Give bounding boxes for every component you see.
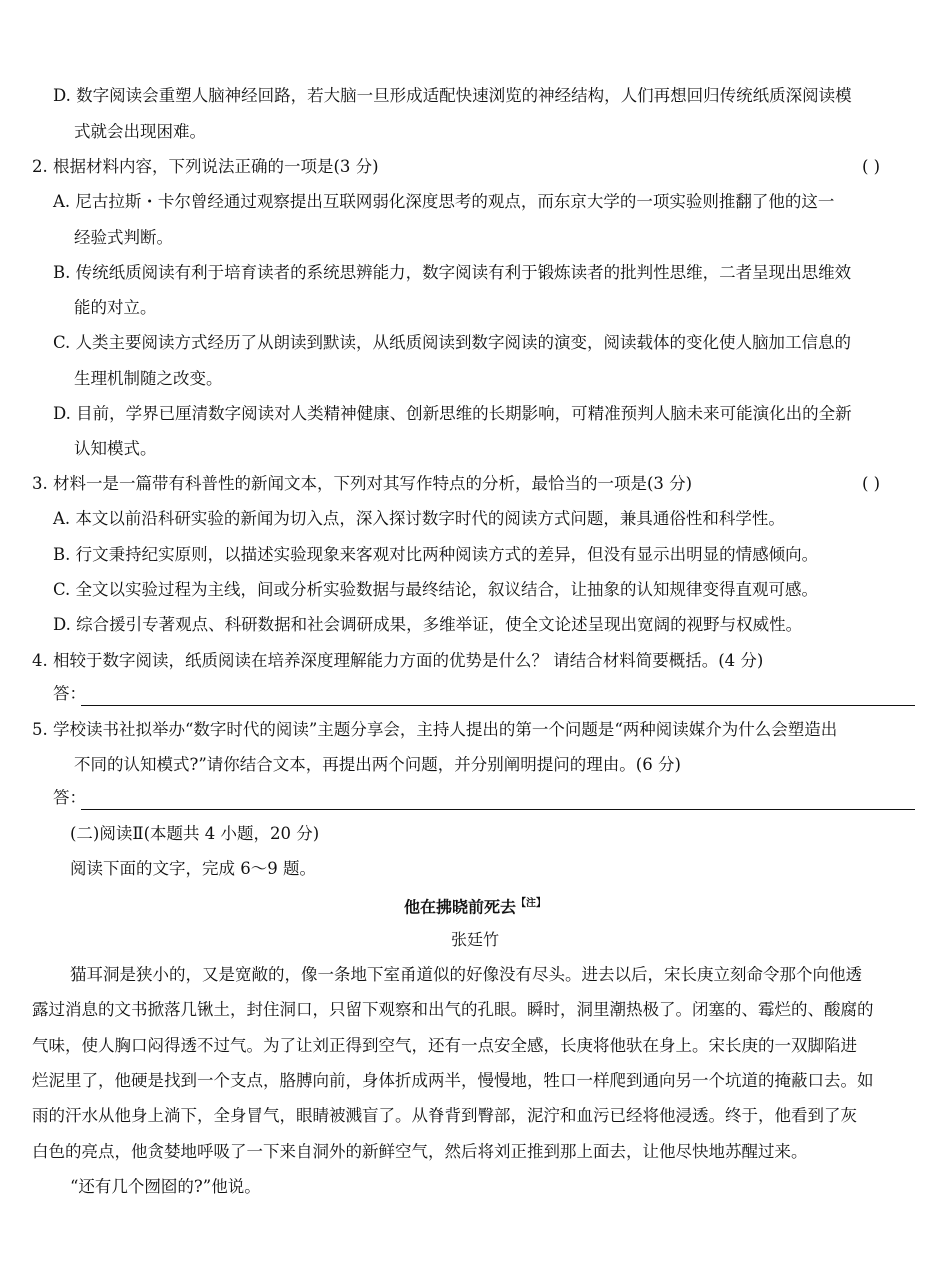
q4-answer-rule <box>81 705 915 706</box>
q3-option-d: D. 综合援引专著观点、科研数据和社会调研成果，多维举证，使全文论述呈现出宽阔的视野与权威性。 <box>53 615 803 634</box>
q3-answer-paren[interactable]: ( ) <box>862 474 881 493</box>
q2-option-b-line1: B. 传统纸质阅读有利于培育读者的系统思辨能力，数字阅读有利于锻炼读者的批判性思维，二者呈现出思维效 <box>53 263 852 282</box>
q2-option-c-line1: C. 人类主要阅读方式经历了从朗读到默读，从纸质阅读到数字阅读的演变，阅读载体的变化使人脑加工信息的 <box>53 333 852 352</box>
q3-option-c: C. 全文以实验过程为主线，间或分析实验数据与最终结论，叙议结合，让抽象的认知规律变得直观可感。 <box>53 580 819 599</box>
story-title <box>0 893 950 918</box>
story-paragraph-line: 雨的汗水从他身上淌下，全身冒气，眼睛被溅盲了。从脊背到臀部，泥泞和血污已经将他浸透。终于，他看到了灰 <box>32 1106 857 1125</box>
story-paragraph-line: 露过消息的文书掀落几锹土，封住洞口，只留下观察和出气的孔眼。瞬时，洞里潮热极了。闭塞的、霉烂的、酸腐的 <box>32 1000 874 1019</box>
story-paragraph-line: 烂泥里了，他硬是找到一个支点，胳膊向前，身体折成两半，慢慢地，牲口一样爬到通向另一个坑道的掩蔽口去。如 <box>32 1071 874 1090</box>
q2-option-d-line1: D. 目前，学界已厘清数字阅读对人类精神健康、创新思维的长期影响，可精准预判人脑未来可能演化出的全新 <box>53 404 852 423</box>
q2-option-a-line2: 经验式判断。 <box>74 228 173 247</box>
q1-option-d-line2: 式就会出现困难。 <box>74 122 206 141</box>
q2-option-b-line2: 能的对立。 <box>74 298 157 317</box>
q3-option-a: A. 本文以前沿科研实验的新闻为切入点，深入探讨数字时代的阅读方式问题，兼具通俗性和科学性。 <box>53 509 785 528</box>
story-paragraph-line: 猫耳洞是狭小的，又是宽敞的，像一条地下室甬道似的好像没有尽头。进去以后，宋长庚立刻命令那个向他透 <box>70 965 862 984</box>
q4-stem: 4. 相较于数字阅读，纸质阅读在培养深度理解能力方面的优势是什么？ 请结合材料简要概括。(4 分) <box>32 651 764 670</box>
q2-option-a-line1: A. 尼古拉斯・卡尔曾经通过观察提出互联网弱化深度思考的观点，而东京大学的一项实验则推翻了他的这一 <box>53 192 835 211</box>
q4-answer-line[interactable] <box>53 684 915 706</box>
section2-instruction: 阅读下面的文字，完成 6～9 题。 <box>70 859 316 878</box>
q5-answer-rule <box>81 809 915 810</box>
story-paragraph-line: 白色的亮点，他贪婪地呼吸了一下来自洞外的新鲜空气，然后将刘正推到那上面去，让他尽快地苏醒过来。 <box>32 1142 808 1161</box>
q4-answer-label: 答： <box>53 684 86 703</box>
q5-stem-line2: 不同的认知模式?”请你结合文本，再提出两个问题，并分别阐明提问的理由。(6 分) <box>74 755 681 774</box>
q3-option-b: B. 行文秉持纪实原则，以描述实验现象来客观对比两种阅读方式的差异，但没有显示出明显的情感倾向。 <box>53 545 819 564</box>
q2-stem: 2. 根据材料内容，下列说法正确的一项是(3 分) <box>32 157 379 176</box>
q5-stem-line1: 5. 学校读书社拟举办“数字时代的阅读”主题分享会，主持人提出的第一个问题是“两种阅读媒介为什么会塑造出 <box>32 720 838 739</box>
story-dialogue-line: “还有几个囫囵的?”他说。 <box>70 1177 261 1196</box>
story-title-note-mark: 【注】 <box>516 898 546 909</box>
q5-answer-line[interactable] <box>53 788 915 810</box>
q5-answer-label: 答： <box>53 788 86 807</box>
q2-option-d-line2: 认知模式。 <box>74 439 157 458</box>
story-author: 张廷竹 <box>450 930 499 949</box>
q2-answer-paren[interactable]: ( ) <box>862 157 881 176</box>
story-paragraph-line: 气味，使人胸口闷得透不过气。为了让刘正得到空气，还有一点安全感，长庚将他驮在身上。宋长庚的一双脚陷进 <box>32 1036 857 1055</box>
section2-heading: (二)阅读Ⅱ(本题共 4 小题，20 分) <box>70 824 320 843</box>
q2-option-c-line2: 生理机制随之改变。 <box>74 369 223 388</box>
q1-option-d-line1: D. 数字阅读会重塑人脑神经回路，若大脑一旦形成适配快速浏览的神经结构，人们再想回归传统纸质深阅读模 <box>53 86 852 105</box>
story-title-text: 他在拂晓前死去 <box>403 897 516 917</box>
q3-stem: 3. 材料一是一篇带有科普性的新闻文本，下列对其写作特点的分析，最恰当的一项是(3 分) <box>32 474 693 493</box>
